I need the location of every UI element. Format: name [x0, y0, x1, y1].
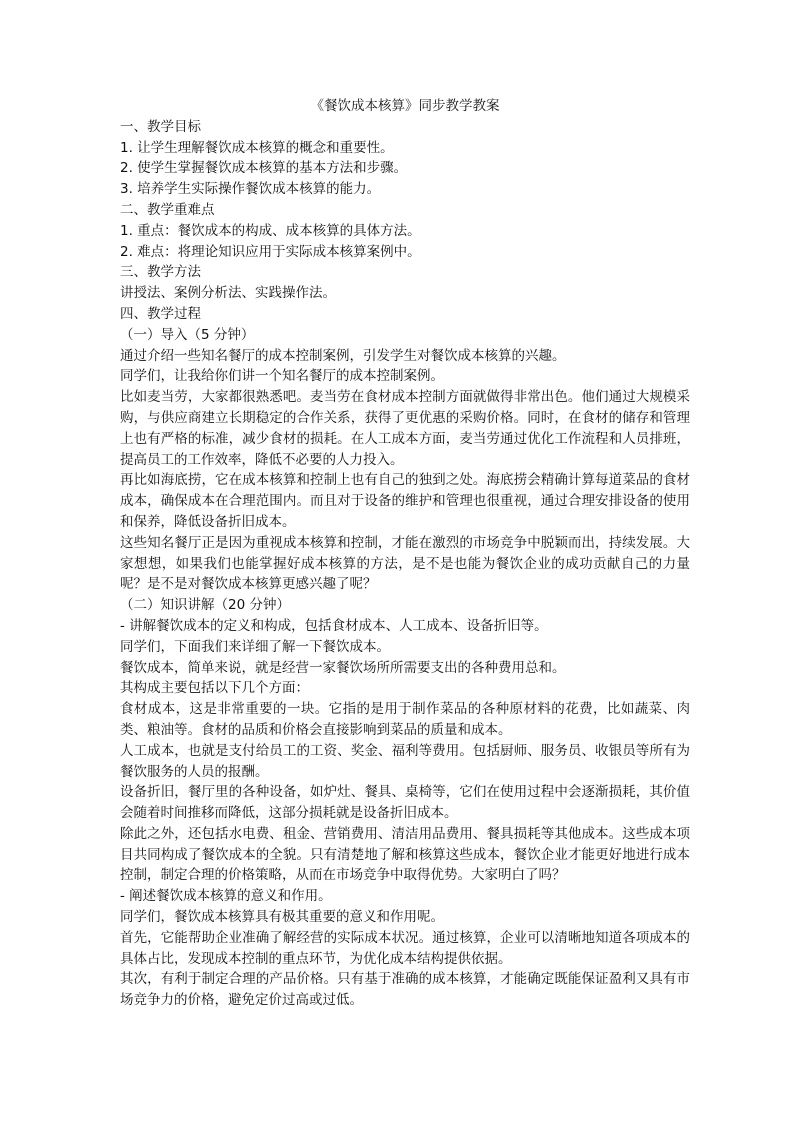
- body-paragraph: - 讲解餐饮成本的定义和构成，包括食材成本、人工成本、设备折旧等。: [120, 617, 548, 634]
- document-page: [120, 96, 690, 1011]
- document-body: [120, 117, 690, 1011]
- section-heading-objectives: 一、教学目标: [120, 118, 201, 135]
- body-paragraph: 这些知名餐厅正是因为重视成本核算和控制，才能在激烈的市场竞争中脱颖而出，持续发展。大家想想，如果我们也能掌握好成本核算的方法，是不是也能为餐饮企业的成功贡献自己的力量呢？是不是对餐饮成本核算更感兴趣了呢？: [120, 534, 690, 593]
- objective-item: 3. 培养学生实际操作餐饮成本核算的能力。: [120, 181, 381, 198]
- body-paragraph: 同学们，让我给你们讲一个知名餐厅的成本控制案例。: [120, 368, 444, 385]
- section-heading-key-points: 二、教学重难点: [120, 201, 215, 218]
- methods-text: 讲授法、案例分析法、实践操作法。: [120, 285, 336, 302]
- document-title: 《餐饮成本核算》同步教学教案: [310, 98, 500, 114]
- body-paragraph: 通过介绍一些知名餐厅的成本控制案例，引发学生对餐饮成本核算的兴趣。: [120, 347, 566, 364]
- body-paragraph: 首先，它能帮助企业准确了解经营的实际成本状况。通过核算，企业可以清晰地知道各项成本的具体占比，发现成本控制的重点环节，为优化成本结构提供依据。: [120, 929, 690, 967]
- body-paragraph: 再比如海底捞，它在成本核算和控制上也有自己的独到之处。海底捞会精确计算每道菜品的食材成本，确保成本在合理范围内。而且对于设备的维护和管理也很重视，通过合理安排设备的使用和保养，降低设备折旧成本。: [120, 472, 690, 530]
- body-paragraph: 其构成主要包括以下几个方面：: [120, 680, 309, 697]
- key-point-item: 2. 难点：将理论知识应用于实际成本核算案例中。: [120, 243, 421, 260]
- body-paragraph: 除此之外，还包括水电费、租金、营销费用、清洁用品费用、餐具损耗等其他成本。这些成本项目共同构成了餐饮成本的全貌。只有清楚地了解和核算这些成本，餐饮企业才能更好地进行成本控制，制定合理的价格策略，从而在市场竞争中取得优势。大家明白了吗？: [120, 825, 690, 884]
- body-paragraph: 其次，有利于制定合理的产品价格。只有基于准确的成本核算，才能确定既能保证盈利又具有市场竞争力的价格，避免定价过高或过低。: [120, 971, 690, 1009]
- body-paragraph: 同学们，餐饮成本核算具有极其重要的意义和作用呢。: [120, 909, 444, 926]
- subsection-heading-intro: （一）导入（5 分钟）: [120, 326, 255, 343]
- section-heading-methods: 三、教学方法: [120, 264, 201, 281]
- body-paragraph: 比如麦当劳，大家都很熟悉吧。麦当劳在食材成本控制方面就做得非常出色。他们通过大规模采购，与供应商建立长期稳定的合作关系，获得了更优惠的采购价格。同时，在食材的储存和管理上也有严格的标准，减少食材的损耗。在人工成本方面，麦当劳通过优化工作流程和人员排班，提高员工的工作效率，降低不必要的人力投入。: [120, 389, 690, 468]
- key-point-item: 1. 重点：餐饮成本的构成、成本核算的具体方法。: [120, 222, 421, 239]
- objective-item: 1. 让学生理解餐饮成本核算的概念和重要性。: [120, 139, 394, 156]
- objective-item: 2. 使学生掌握餐饮成本核算的基本方法和步骤。: [120, 160, 408, 177]
- body-paragraph: 设备折旧，餐厅里的各种设备，如炉灶、餐具、桌椅等，它们在使用过程中会逐渐损耗，其价值会随着时间推移而降低，这部分损耗就是设备折旧成本。: [120, 784, 690, 822]
- body-paragraph: 同学们，下面我们来详细了解一下餐饮成本。: [120, 638, 390, 655]
- section-heading-process: 四、教学过程: [120, 305, 201, 322]
- body-paragraph: 人工成本，也就是支付给员工的工资、奖金、福利等费用。包括厨师、服务员、收银员等所有为餐饮服务的人员的报酬。: [120, 742, 690, 780]
- subsection-heading-lecture: （二）知识讲解（20 分钟）: [120, 597, 290, 614]
- body-paragraph: 食材成本，这是非常重要的一块。它指的是用于制作菜品的各种原材料的花费，比如蔬菜、肉类、粮油等。食材的品质和价格会直接影响到菜品的质量和成本。: [120, 701, 690, 738]
- body-paragraph: 餐饮成本，简单来说，就是经营一家餐饮场所所需要支出的各种费用总和。: [120, 659, 566, 676]
- body-paragraph: - 阐述餐饮成本核算的意义和作用。: [120, 888, 332, 905]
